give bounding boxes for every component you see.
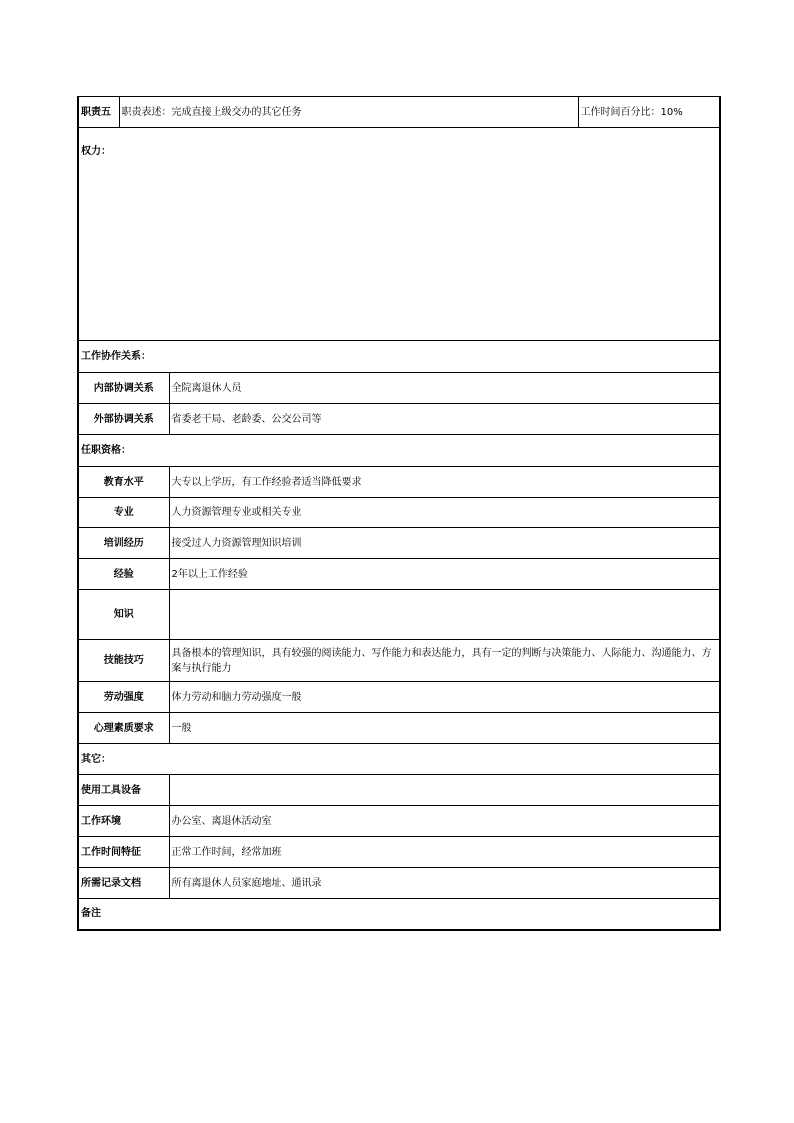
- education-label: 教育水平: [78, 467, 169, 498]
- training-label: 培训经历: [78, 528, 169, 559]
- collaboration-heading-row: [78, 341, 720, 373]
- collab-row-internal: [78, 373, 720, 404]
- labor-intensity-label: 劳动强度: [78, 682, 169, 713]
- psychology-label: 心理素质要求: [78, 713, 169, 744]
- qualifications-heading: 任职资格：: [78, 435, 720, 467]
- tools-value: [169, 775, 720, 806]
- education-value: 大专以上学历，有工作经验者适当降低要求: [169, 467, 720, 498]
- other-row-tools: [78, 775, 720, 806]
- records-label: 所需记录文档: [78, 868, 169, 899]
- work-time-label: 工作时间特征: [78, 837, 169, 868]
- duty-row: [78, 97, 720, 128]
- other-row-records: [78, 868, 720, 899]
- skills-label: 技能技巧: [78, 640, 169, 682]
- remarks-row: [78, 899, 720, 930]
- qual-row-skills: [78, 640, 720, 682]
- duty-label: 职责五: [78, 97, 119, 128]
- major-value: 人力资源管理专业或相关专业: [169, 498, 720, 528]
- qual-row-knowledge: [78, 590, 720, 640]
- other-row-environment: [78, 806, 720, 837]
- authority-row: [78, 128, 720, 341]
- work-time-value: 正常工作时间，经常加班: [169, 837, 720, 868]
- major-label: 专业: [78, 498, 169, 528]
- qual-row-psychology: [78, 713, 720, 744]
- other-heading: 其它：: [78, 744, 720, 775]
- job-description-form: [77, 96, 721, 931]
- records-value: 所有离退休人员家庭地址、通讯录: [169, 868, 720, 899]
- qual-row-labor-intensity: [78, 682, 720, 713]
- environment-label: 工作环境: [78, 806, 169, 837]
- qual-row-education: [78, 467, 720, 498]
- knowledge-value: [169, 590, 720, 640]
- collab-row-external: [78, 404, 720, 435]
- labor-intensity-value: 体力劳动和脑力劳动强度一般: [169, 682, 720, 713]
- environment-value: 办公室、离退休活动室: [169, 806, 720, 837]
- psychology-value: 一般: [169, 713, 720, 744]
- internal-coordination-label: 内部协调关系: [78, 373, 169, 404]
- remarks-label: 备注: [78, 899, 720, 930]
- time-percent: 工作时间百分比：10%: [578, 97, 720, 128]
- tools-label: 使用工具设备: [78, 775, 169, 806]
- other-row-work-time: [78, 837, 720, 868]
- qual-row-experience: [78, 559, 720, 590]
- qualifications-heading-row: [78, 435, 720, 467]
- collaboration-heading: 工作协作关系：: [78, 341, 720, 373]
- external-coordination-label: 外部协调关系: [78, 404, 169, 435]
- knowledge-label: 知识: [78, 590, 169, 640]
- duty-description: 职责表述：完成直接上级交办的其它任务: [119, 97, 578, 128]
- internal-coordination-value: 全院离退休人员: [169, 373, 720, 404]
- skills-value: 具备根本的管理知识，具有较强的阅读能力、写作能力和表达能力，具有一定的判断与决策能力、人际能力、沟通能力、方案与执行能力: [169, 640, 720, 682]
- authority-label: 权力：: [78, 128, 720, 341]
- training-value: 接受过人力资源管理知识培训: [169, 528, 720, 559]
- qual-row-training: [78, 528, 720, 559]
- external-coordination-value: 省委老干局、老龄委、公交公司等: [169, 404, 720, 435]
- experience-label: 经验: [78, 559, 169, 590]
- qual-row-major: [78, 498, 720, 528]
- other-heading-row: [78, 744, 720, 775]
- experience-value: 2年以上工作经验: [169, 559, 720, 590]
